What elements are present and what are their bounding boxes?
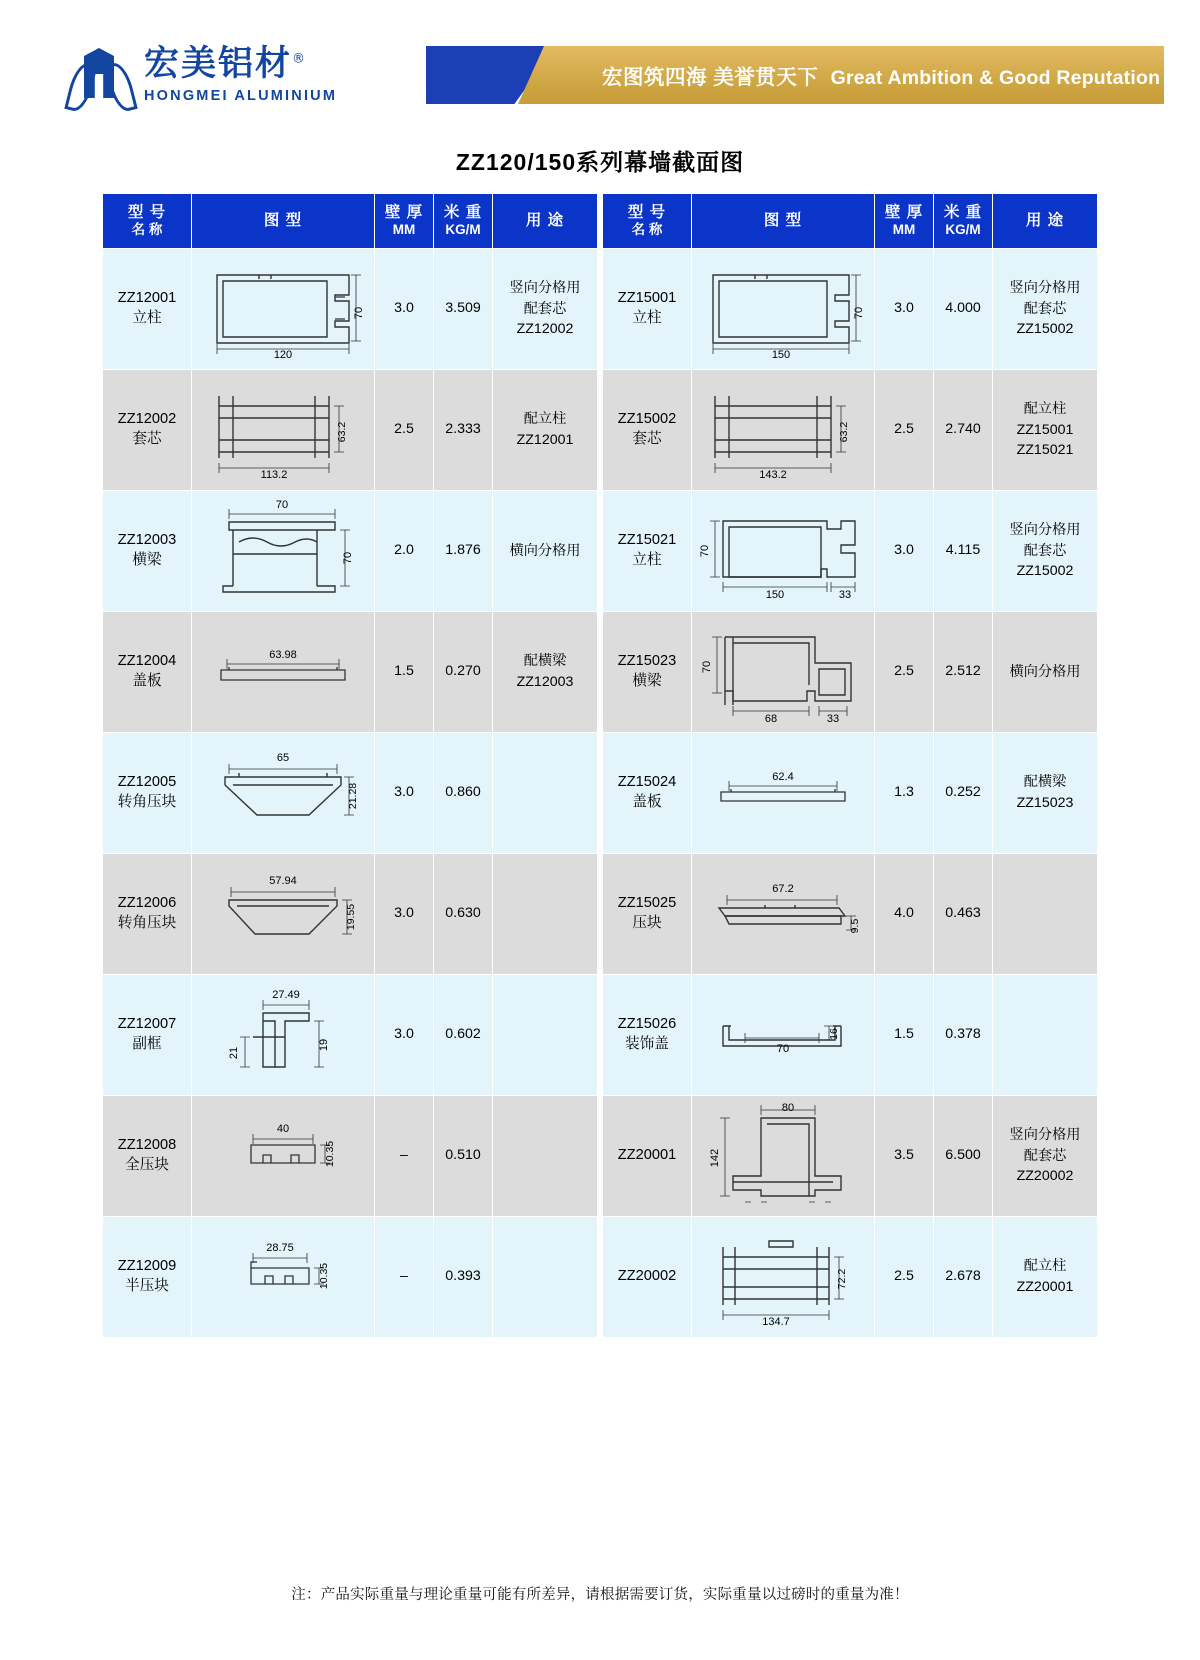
- profile-tables: [78, 193, 1122, 1338]
- svg-text:113.2: 113.2: [260, 469, 288, 481]
- cell-weight: 1.876: [434, 491, 493, 612]
- cell-figure: [692, 854, 875, 975]
- profile-table-left: [102, 193, 598, 1338]
- registered-trademark-icon: ®: [292, 51, 308, 67]
- profile-drawing-zz12008: [192, 1100, 374, 1212]
- cell-figure: [192, 854, 375, 975]
- cell-code: ZZ12002 套芯: [103, 370, 192, 491]
- table-row: [103, 249, 598, 370]
- table-row: [103, 1217, 598, 1338]
- cell-figure: [192, 975, 375, 1096]
- cell-use: 竖向分格用 配套芯 ZZ15002: [993, 491, 1098, 612]
- cell-weight: 0.602: [434, 975, 493, 1096]
- svg-text:70: 70: [701, 660, 713, 674]
- cell-use: 竖向分格用 配套芯 ZZ20002: [993, 1096, 1098, 1217]
- cell-thickness: –: [375, 1096, 434, 1217]
- table-row: [603, 1096, 1098, 1217]
- svg-text:10.35: 10.35: [318, 1262, 330, 1290]
- table-row: [103, 854, 598, 975]
- profile-table-right: [602, 193, 1098, 1338]
- svg-text:143.2: 143.2: [759, 469, 787, 481]
- logo-english-name: HONGMEI ALUMINIUM: [144, 87, 338, 104]
- cell-weight: 0.860: [434, 733, 493, 854]
- cell-use: 配立柱 ZZ20001: [993, 1217, 1098, 1338]
- cell-weight: 0.252: [934, 733, 993, 854]
- header-weight: 米 重 KG/M: [434, 194, 493, 249]
- cell-code: ZZ20001: [603, 1096, 692, 1217]
- page-header: [36, 32, 1164, 118]
- cell-weight: 2.333: [434, 370, 493, 491]
- svg-text:33: 33: [826, 713, 840, 725]
- svg-text:57.94: 57.94: [269, 875, 297, 887]
- svg-text:62.4: 62.4: [772, 771, 794, 783]
- svg-text:10.35: 10.35: [324, 1140, 336, 1168]
- brand-logo: [36, 32, 426, 118]
- svg-text:70: 70: [342, 551, 354, 565]
- svg-text:16: 16: [828, 1028, 840, 1040]
- cell-code: ZZ12003 横梁: [103, 491, 192, 612]
- table-row: [603, 733, 1098, 854]
- cell-code: ZZ12007 副框: [103, 975, 192, 1096]
- cell-weight: 2.512: [934, 612, 993, 733]
- cell-figure: [192, 612, 375, 733]
- cell-code: ZZ12009 半压块: [103, 1217, 192, 1338]
- cell-figure: [192, 491, 375, 612]
- cell-weight: 0.463: [934, 854, 993, 975]
- profile-drawing-zz12002: [192, 374, 374, 486]
- cell-thickness: 2.5: [875, 1217, 934, 1338]
- profile-drawing-zz12004: [192, 616, 374, 728]
- table-row: [603, 612, 1098, 733]
- cell-thickness: 1.5: [875, 975, 934, 1096]
- cell-use: 配横梁 ZZ15023: [993, 733, 1098, 854]
- table-row: [103, 733, 598, 854]
- svg-text:150: 150: [771, 349, 791, 361]
- cell-use: [993, 854, 1098, 975]
- svg-text:21: 21: [228, 1046, 240, 1060]
- logo-chinese-name: 宏美铝材®: [144, 43, 308, 84]
- footnote: 注：产品实际重量与理论重量可能有所差异，请根据需要订货，实际重量以过磅时的重量为准！: [291, 1587, 909, 1603]
- cell-figure: [692, 612, 875, 733]
- cell-figure: [692, 1096, 875, 1217]
- cell-thickness: 3.5: [875, 1096, 934, 1217]
- table-row: [603, 854, 1098, 975]
- cell-code: ZZ15026 装饰盖: [603, 975, 692, 1096]
- cell-thickness: 2.5: [875, 370, 934, 491]
- profile-drawing-zz15023: [692, 616, 874, 728]
- cell-figure: [692, 491, 875, 612]
- cell-thickness: 2.5: [875, 612, 934, 733]
- cell-use: [493, 854, 598, 975]
- table-row: [603, 491, 1098, 612]
- slogan-text: 宏图筑四海 美誉贯天下 Great Ambition & Good Reputation: [602, 66, 1161, 89]
- profile-drawing-zz15002: [692, 374, 874, 486]
- cell-code: ZZ15002 套芯: [603, 370, 692, 491]
- profile-drawing-zz12006: [192, 858, 374, 970]
- svg-text:120: 120: [273, 349, 293, 361]
- profile-drawing-zz12001: [192, 253, 374, 365]
- profile-drawing-zz12009: [192, 1221, 374, 1333]
- cell-use: [993, 975, 1098, 1096]
- cell-figure: [692, 975, 875, 1096]
- cell-figure: [192, 1217, 375, 1338]
- cell-code: ZZ15021 立柱: [603, 491, 692, 612]
- profile-drawing-zz12005: [192, 737, 374, 849]
- cell-use: 竖向分格用 配套芯 ZZ15002: [993, 249, 1098, 370]
- svg-text:150: 150: [765, 589, 785, 601]
- profile-drawing-zz15025: [692, 858, 874, 970]
- cell-code: ZZ20002: [603, 1217, 692, 1338]
- svg-text:19: 19: [318, 1038, 330, 1052]
- cell-figure: [692, 733, 875, 854]
- svg-text:63.2: 63.2: [336, 421, 348, 443]
- table-row: [103, 612, 598, 733]
- cell-thickness: 3.0: [375, 975, 434, 1096]
- cell-thickness: 3.0: [875, 491, 934, 612]
- header-figure: 图 型: [692, 194, 875, 249]
- company-logo-icon: [70, 44, 132, 106]
- cell-use: [493, 975, 598, 1096]
- cell-weight: 0.270: [434, 612, 493, 733]
- cell-figure: [192, 733, 375, 854]
- cell-thickness: 3.0: [375, 854, 434, 975]
- svg-text:80: 80: [781, 1102, 795, 1115]
- cell-thickness: –: [375, 1217, 434, 1338]
- svg-text:70: 70: [853, 306, 865, 320]
- svg-text:70: 70: [699, 544, 711, 558]
- table-row: [103, 975, 598, 1096]
- header-thickness: 壁 厚 MM: [375, 194, 434, 249]
- profile-drawing-zz15021: [692, 495, 874, 607]
- table-row: [603, 975, 1098, 1096]
- cell-code: ZZ12001 立柱: [103, 249, 192, 370]
- cell-thickness: 1.5: [375, 612, 434, 733]
- cell-thickness: 4.0: [875, 854, 934, 975]
- cell-weight: 4.000: [934, 249, 993, 370]
- cell-code: ZZ12008 全压块: [103, 1096, 192, 1217]
- table-header-row: [603, 194, 1098, 249]
- cell-thickness: 3.0: [375, 249, 434, 370]
- table-row: [103, 370, 598, 491]
- table-row: [603, 370, 1098, 491]
- header-use: 用 途: [493, 194, 598, 249]
- cell-thickness: 3.0: [375, 733, 434, 854]
- cell-thickness: 2.5: [375, 370, 434, 491]
- cell-thickness: 1.3: [875, 733, 934, 854]
- slogan-english: Great Ambition & Good Reputation: [830, 67, 1161, 89]
- cell-figure: [192, 249, 375, 370]
- cell-figure: [692, 1217, 875, 1338]
- svg-text:65: 65: [276, 752, 290, 764]
- cell-weight: 0.630: [434, 854, 493, 975]
- profile-drawing-zz20001: [692, 1100, 874, 1212]
- svg-text:27.49: 27.49: [272, 989, 300, 1001]
- profile-drawing-zz15001: [692, 253, 874, 365]
- header-name: 型 号 名 称: [103, 194, 192, 249]
- header-weight: 米 重 KG/M: [934, 194, 993, 249]
- cell-use: 配立柱 ZZ12001: [493, 370, 598, 491]
- profile-drawing-zz12007: [192, 979, 374, 1091]
- cell-weight: 0.393: [434, 1217, 493, 1338]
- svg-text:72.2: 72.2: [836, 1268, 848, 1290]
- cell-use: 配横梁 ZZ12003: [493, 612, 598, 733]
- cell-weight: 6.500: [934, 1096, 993, 1217]
- svg-text:68: 68: [764, 713, 778, 725]
- slogan-banner: [426, 32, 1164, 118]
- cell-weight: 0.510: [434, 1096, 493, 1217]
- header-use: 用 途: [993, 194, 1098, 249]
- cell-code: ZZ15023 横梁: [603, 612, 692, 733]
- svg-text:9.5: 9.5: [849, 918, 861, 934]
- cell-weight: 2.678: [934, 1217, 993, 1338]
- cell-use: [493, 1096, 598, 1217]
- cell-use: 竖向分格用 配套芯 ZZ12002: [493, 249, 598, 370]
- table-row: [103, 491, 598, 612]
- table-row: [103, 1096, 598, 1217]
- svg-text:40: 40: [276, 1123, 290, 1135]
- cell-weight: 3.509: [434, 249, 493, 370]
- cell-use: [493, 733, 598, 854]
- svg-text:70: 70: [275, 499, 289, 511]
- profile-drawing-zz15024: [692, 737, 874, 849]
- table-row: [603, 1217, 1098, 1338]
- cell-use: [493, 1217, 598, 1338]
- svg-text:70: 70: [353, 306, 365, 320]
- svg-text:19.55: 19.55: [345, 903, 357, 931]
- cell-code: ZZ12004 盖板: [103, 612, 192, 733]
- cell-code: ZZ12006 转角压块: [103, 854, 192, 975]
- profile-drawing-zz12003: [192, 495, 374, 607]
- svg-text:67.2: 67.2: [772, 883, 794, 895]
- cell-code: ZZ15001 立柱: [603, 249, 692, 370]
- cell-weight: 2.740: [934, 370, 993, 491]
- cell-figure: [192, 1096, 375, 1217]
- svg-text:134.7: 134.7: [762, 1316, 790, 1328]
- header-name: 型 号 名 称: [603, 194, 692, 249]
- cell-thickness: 2.0: [375, 491, 434, 612]
- cell-figure: [692, 249, 875, 370]
- cell-code: ZZ15024 盖板: [603, 733, 692, 854]
- cell-figure: [692, 370, 875, 491]
- cell-weight: 4.115: [934, 491, 993, 612]
- svg-text:33: 33: [838, 589, 852, 601]
- table-header-row: [103, 194, 598, 249]
- cell-code: ZZ12005 转角压块: [103, 733, 192, 854]
- svg-text:63.2: 63.2: [838, 421, 850, 443]
- table-row: [603, 249, 1098, 370]
- cell-code: ZZ15025 压块: [603, 854, 692, 975]
- profile-drawing-zz20002: [692, 1221, 874, 1333]
- cell-use: 横向分格用: [993, 612, 1098, 733]
- svg-text:21.28: 21.28: [347, 782, 359, 810]
- svg-text:70: 70: [776, 1043, 790, 1055]
- cell-use: 配立柱 ZZ15001 ZZ15021: [993, 370, 1098, 491]
- svg-text:63.98: 63.98: [269, 649, 297, 661]
- cell-figure: [192, 370, 375, 491]
- svg-text:142: 142: [709, 1148, 721, 1168]
- cell-thickness: 3.0: [875, 249, 934, 370]
- page-title: ZZ120/150系列幕墙截面图: [455, 149, 745, 175]
- cell-use: 横向分格用: [493, 491, 598, 612]
- svg-text:28.75: 28.75: [266, 1242, 294, 1254]
- profile-drawing-zz15026: [692, 979, 874, 1091]
- header-figure: 图 型: [192, 194, 375, 249]
- header-thickness: 壁 厚 MM: [875, 194, 934, 249]
- cell-weight: 0.378: [934, 975, 993, 1096]
